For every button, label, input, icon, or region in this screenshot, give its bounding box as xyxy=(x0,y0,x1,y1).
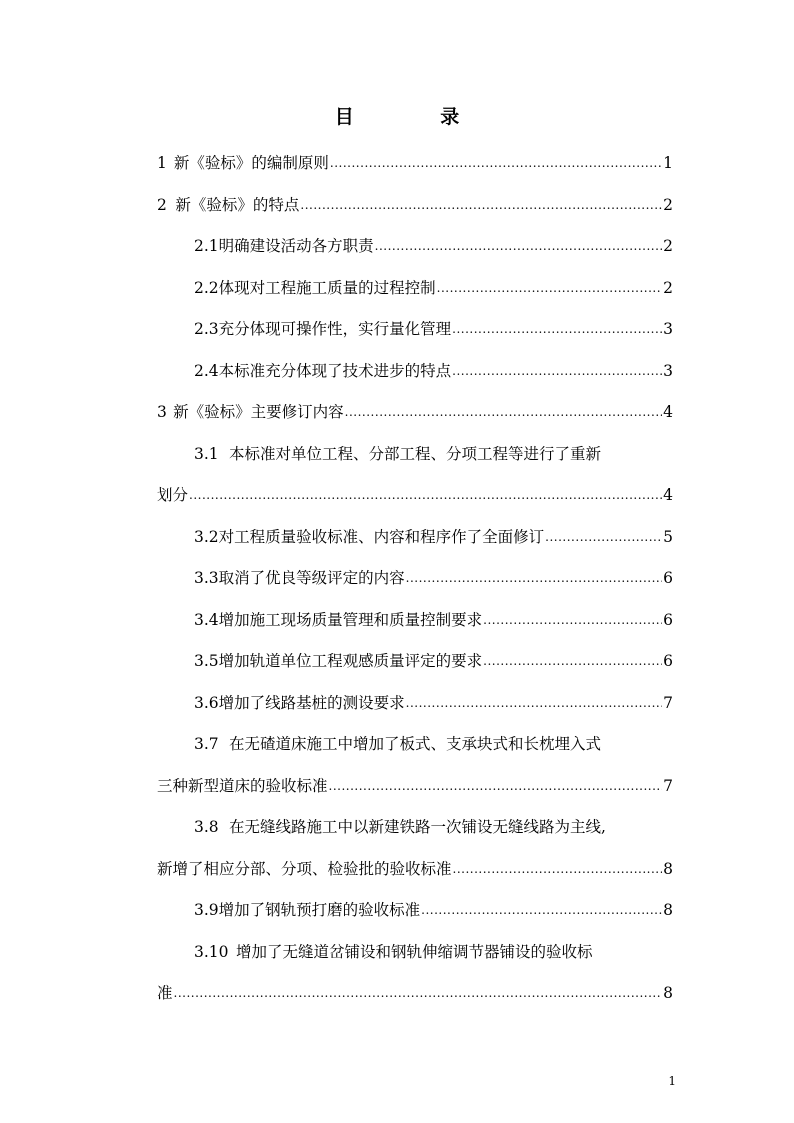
toc-entry-page: 6 xyxy=(663,569,673,587)
toc-entry-3-10[interactable] xyxy=(157,932,673,974)
toc-leader-dots xyxy=(300,185,662,227)
toc-entry-2-3[interactable] xyxy=(157,309,673,351)
toc-entry-3-2[interactable] xyxy=(157,517,673,559)
toc-entry-number: 3.9 xyxy=(194,901,219,919)
toc-entry-text: 增加了无缝道岔铺设和钢轨伸缩调节器铺设的验收标 xyxy=(236,942,593,961)
toc-leader-dots xyxy=(452,351,662,393)
table-of-contents xyxy=(157,143,673,1015)
toc-entry-text-continued: 新增了相应分部、分项、检验批的验收标准 xyxy=(157,859,452,878)
toc-entry-text: 增加施工现场质量管理和质量控制要求 xyxy=(218,610,483,629)
toc-leader-dots xyxy=(545,517,662,559)
toc-entry-text: 增加了钢轨预打磨的验收标准 xyxy=(218,901,421,919)
toc-entry-2-1[interactable] xyxy=(157,226,673,268)
toc-entry-page: 7 xyxy=(663,693,673,712)
toc-leader-dots xyxy=(437,268,662,310)
toc-leader-dots xyxy=(421,890,662,932)
toc-entry-2-2[interactable] xyxy=(157,268,673,310)
toc-entry-2[interactable] xyxy=(157,185,673,227)
toc-leader-dots xyxy=(174,973,663,1015)
toc-entry-number: 3.4 xyxy=(194,610,219,629)
toc-entry-3-8[interactable] xyxy=(157,807,673,849)
toc-entry-3-3[interactable] xyxy=(157,558,673,600)
toc-leader-dots xyxy=(189,475,662,517)
toc-entry-page: 2 xyxy=(663,237,673,255)
toc-entry-number: 3.10 xyxy=(194,942,229,961)
toc-entry-text: 本标准充分体现了技术进步的特点 xyxy=(218,361,452,380)
toc-entry-page: 1 xyxy=(663,154,673,172)
toc-entry-text: 体现对工程施工质量的过程控制 xyxy=(218,278,436,297)
toc-leader-dots xyxy=(329,766,663,808)
toc-entry-page: 8 xyxy=(663,859,673,878)
toc-entry-page: 6 xyxy=(663,610,673,629)
toc-entry-text-continued: 准 xyxy=(157,984,173,1002)
toc-entry-1[interactable] xyxy=(157,143,673,185)
toc-entry-number: 2 xyxy=(157,195,167,214)
toc-entry-text: 在无缝线路施工中以新建铁路一次铺设无缝线路为主线, xyxy=(229,818,606,836)
toc-entry-number: 3.6 xyxy=(194,693,219,712)
toc-entry-text-continued: 三种新型道床的验收标准 xyxy=(157,776,328,795)
toc-entry-number: 3.8 xyxy=(194,818,219,836)
toc-entry-number: 3.1 xyxy=(194,444,219,463)
toc-entry-page: 3 xyxy=(663,361,673,380)
toc-entry-number: 2.4 xyxy=(194,361,219,380)
toc-entry-3-1-continued[interactable] xyxy=(157,475,673,517)
toc-entry-3-5[interactable] xyxy=(157,641,673,683)
toc-entry-3-7-continued[interactable] xyxy=(157,766,673,808)
toc-entry-text: 增加了线路基桩的测设要求 xyxy=(218,693,405,712)
toc-entry-text: 新《验标》主要修订内容 xyxy=(173,403,344,421)
toc-entry-page: 8 xyxy=(663,984,673,1002)
toc-entry-page: 4 xyxy=(663,486,673,504)
toc-entry-number: 2.1 xyxy=(194,237,219,255)
toc-leader-dots xyxy=(452,309,662,351)
toc-entry-text: 本标准对单位工程、分部工程、分项工程等进行了重新 xyxy=(229,444,602,463)
toc-entry-2-4[interactable] xyxy=(157,351,673,393)
toc-entry-text: 新《验标》的特点 xyxy=(175,195,300,214)
toc-leader-dots xyxy=(375,226,662,268)
toc-entry-text: 在无碴道床施工中增加了板式、支承块式和长枕埋入式 xyxy=(229,735,602,753)
toc-entry-number: 3.2 xyxy=(194,527,219,546)
toc-entry-number: 2.3 xyxy=(194,320,219,338)
toc-entry-3-4[interactable] xyxy=(157,600,673,642)
toc-leader-dots xyxy=(406,558,662,600)
toc-entry-3-7[interactable] xyxy=(157,724,673,766)
toc-entry-number: 3.7 xyxy=(194,735,219,753)
toc-leader-dots xyxy=(345,392,662,434)
toc-entry-3-1[interactable] xyxy=(157,434,673,476)
toc-leader-dots xyxy=(330,143,662,185)
toc-entry-number: 1 xyxy=(157,154,167,172)
toc-entry-page: 4 xyxy=(663,403,673,421)
toc-entry-page: 6 xyxy=(663,652,673,670)
toc-entry-text: 明确建设活动各方职责 xyxy=(218,237,374,255)
toc-entry-number: 2.2 xyxy=(194,278,219,297)
toc-entry-3-8-continued[interactable] xyxy=(157,849,673,891)
toc-entry-3-10-continued[interactable] xyxy=(157,973,673,1015)
toc-entry-3-6[interactable] xyxy=(157,683,673,725)
toc-entry-page: 3 xyxy=(663,320,673,338)
toc-leader-dots xyxy=(406,683,662,725)
toc-entry-number: 3.3 xyxy=(194,569,219,587)
toc-title: 目 录 xyxy=(334,106,500,128)
page-footer-number: 1 xyxy=(668,1074,676,1088)
toc-entry-text: 充分体现可操作性，实行量化管理 xyxy=(218,320,452,338)
toc-entry-page: 5 xyxy=(663,527,673,546)
toc-entry-text: 对工程质量验收标准、内容和程序作了全面修订 xyxy=(218,527,545,546)
toc-entry-3-9[interactable] xyxy=(157,890,673,932)
toc-entry-text: 取消了优良等级评定的内容 xyxy=(218,569,405,587)
toc-entry-page: 8 xyxy=(663,901,673,919)
toc-entry-page: 7 xyxy=(663,776,673,795)
toc-entry-text: 新《验标》的编制原则 xyxy=(173,154,329,172)
toc-leader-dots xyxy=(453,849,663,891)
toc-entry-number: 3 xyxy=(157,403,167,421)
toc-entry-3[interactable] xyxy=(157,392,673,434)
toc-entry-page: 2 xyxy=(663,195,673,214)
toc-leader-dots xyxy=(483,600,662,642)
toc-entry-text-continued: 划分 xyxy=(157,486,189,504)
toc-entry-number: 3.5 xyxy=(194,652,219,670)
toc-entry-text: 增加轨道单位工程观感质量评定的要求 xyxy=(218,652,483,670)
toc-leader-dots xyxy=(483,641,662,683)
toc-entry-page: 2 xyxy=(663,278,673,297)
